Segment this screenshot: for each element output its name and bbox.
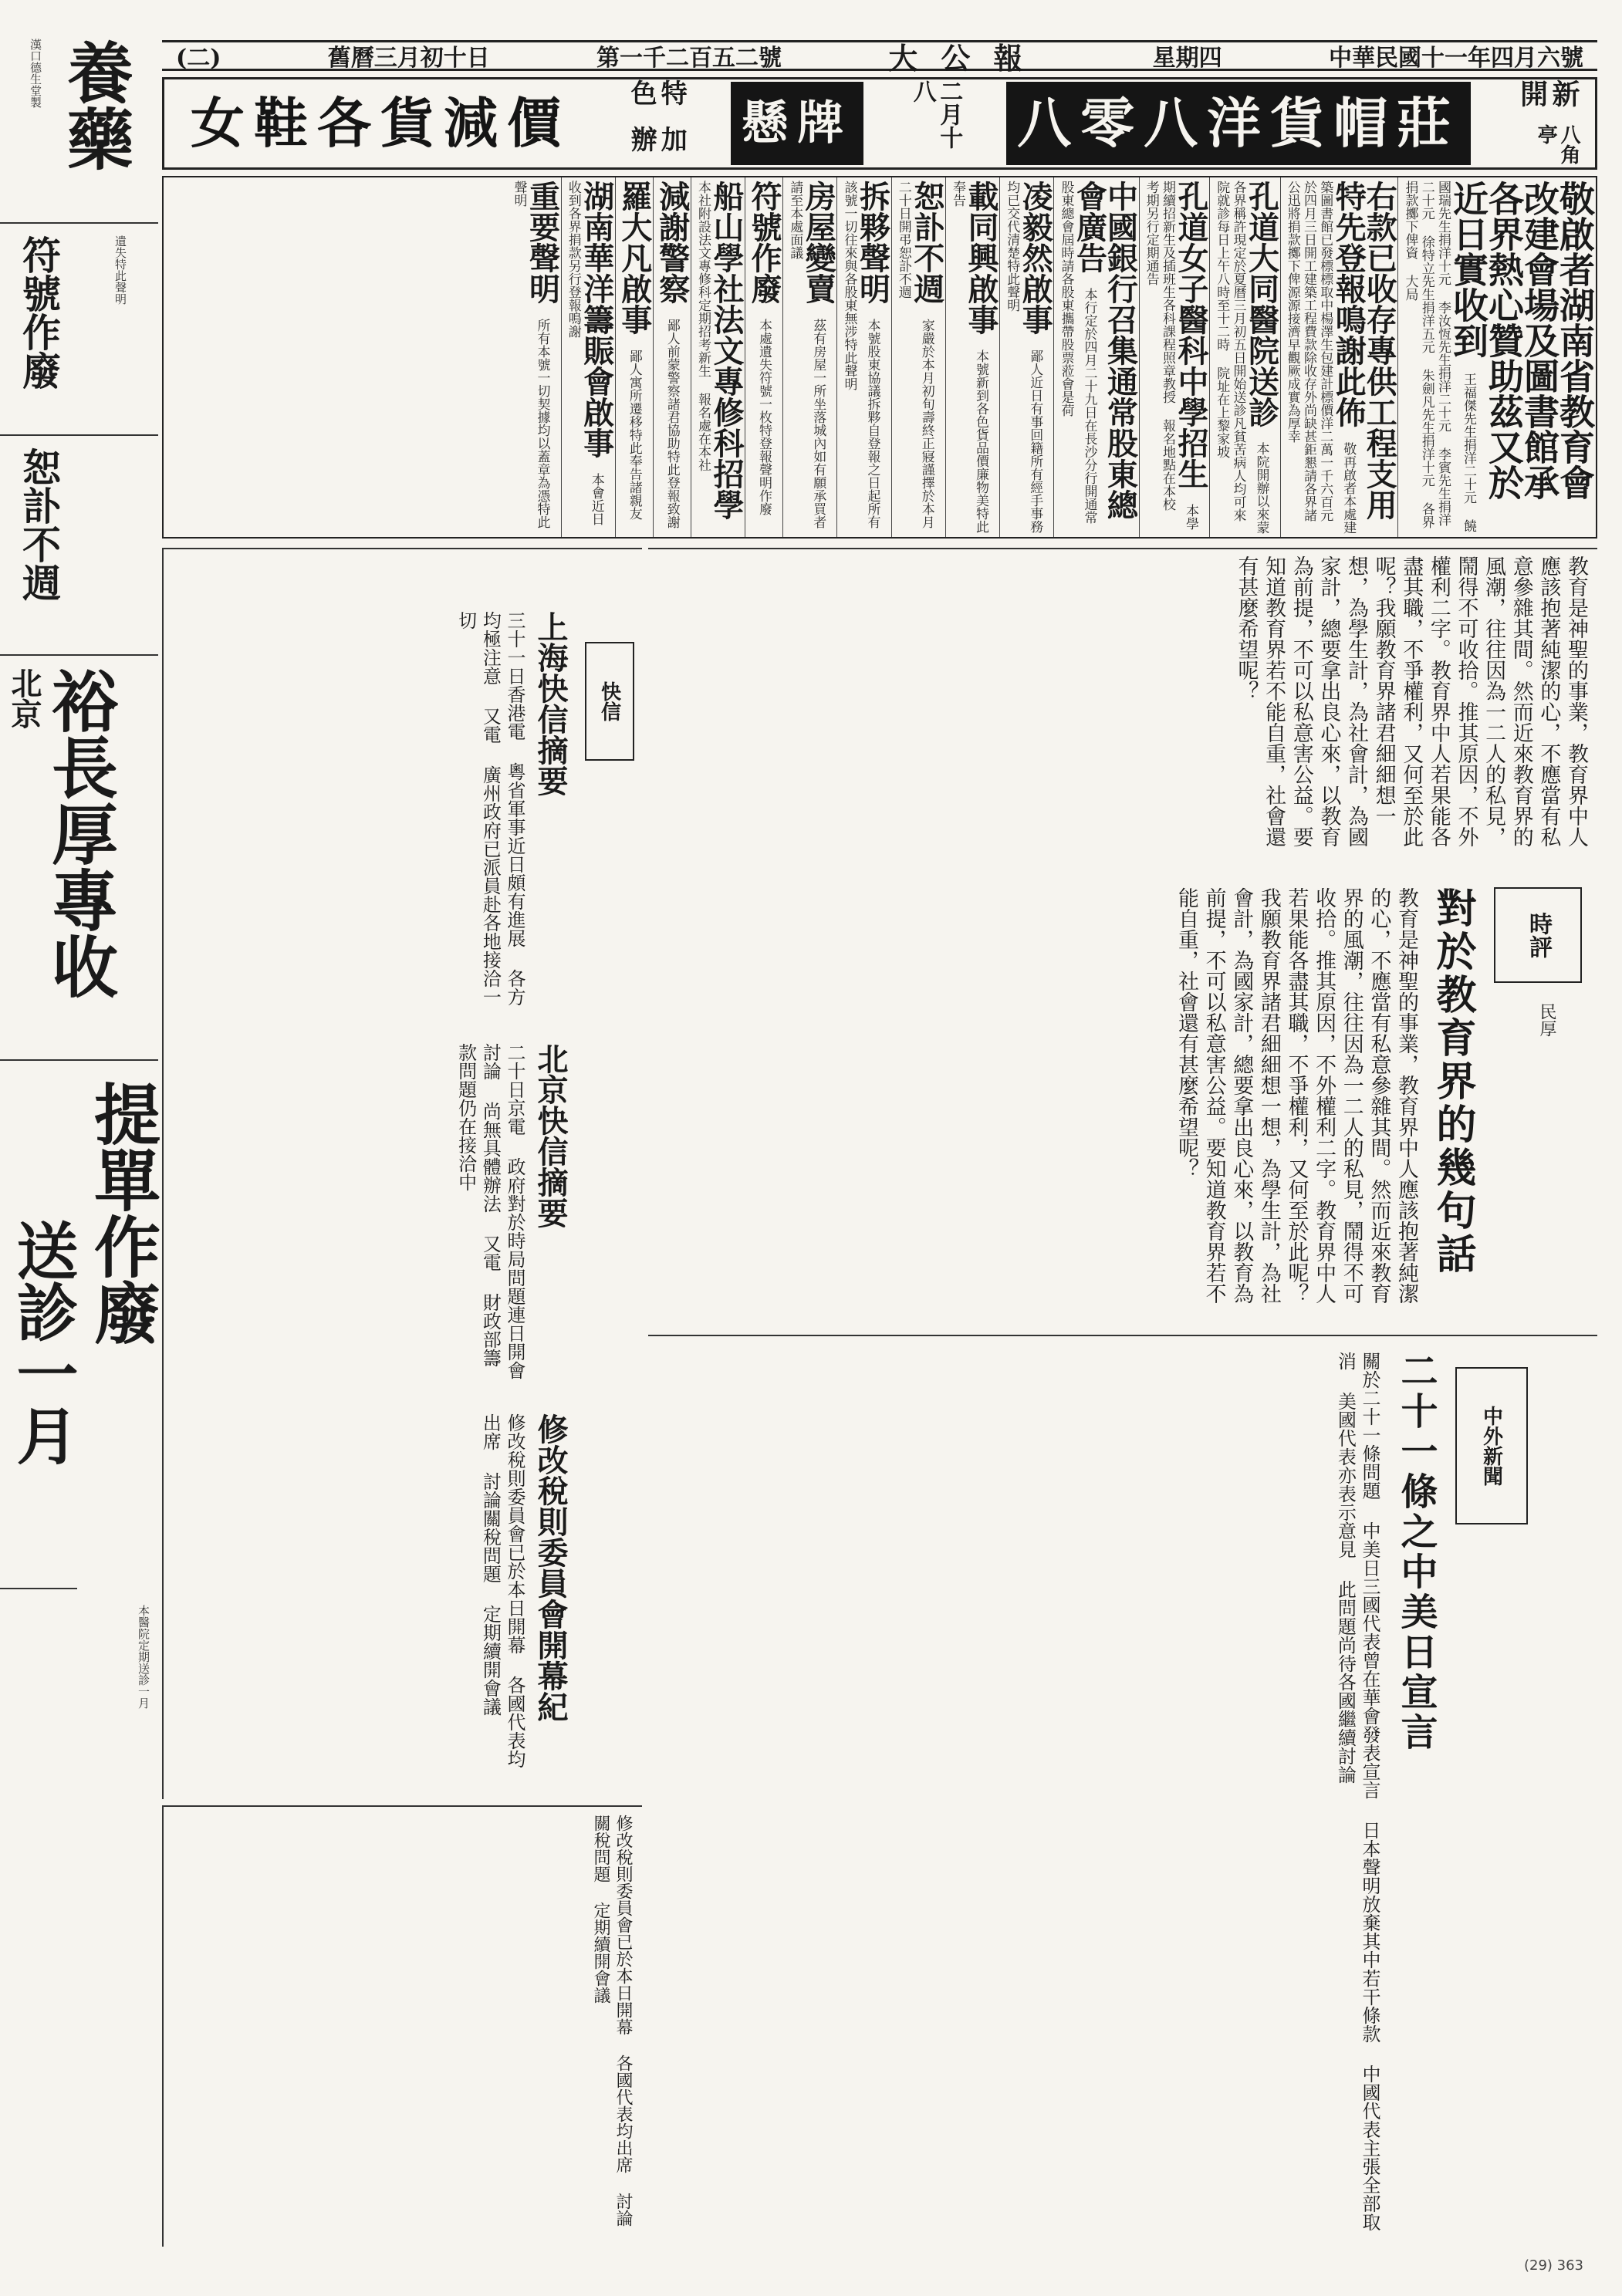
world-news-tag: 中外新聞 bbox=[1455, 1367, 1528, 1524]
editorial-continuation: 教育是神聖的事業，教育界中人應該抱著純潔的心，不應當有私意參雜其間。然而近來教育界的風潮，往往因為一二人的私見，鬧得不可收拾。推其原因，不外權利二字。教育界中人若果能各盡其職，不爭權利，又何至於此呢？我願教育界諸君細細想一想，為學生計，為社會計，為國家計，總要拿出良心來，以教育為前提，不可以私意害公益。要知道教育界若不能自重，社會還有甚麼希望呢？ bbox=[1234, 555, 1588, 847]
notice-item: 孔道女子醫科中學招生 本學期續招新生及插班生各科課程照章教授 報名地點在本校 考期另行定期通告 bbox=[1139, 177, 1210, 537]
ad-tag: 懸牌 bbox=[731, 82, 863, 165]
news-headline-shanghai: 上海快信摘要 bbox=[532, 611, 569, 796]
ad-slogan: 女鞋各貨減價 bbox=[191, 91, 570, 155]
notice-item: 恕訃不週 家嚴於本月初旬壽終正寢謹擇於本月二十日開弔恕訃不週 bbox=[891, 177, 945, 537]
editorial-title: 對於教育界的幾句話 bbox=[1429, 887, 1476, 1276]
notice-item: 載同興啟事 本號新到各色貨品價廉物美特此奉告 bbox=[945, 177, 999, 537]
editorial-upper bbox=[648, 548, 1597, 873]
editorial-section bbox=[648, 880, 1597, 1327]
world-news bbox=[648, 1335, 1597, 2247]
ad-badge-void: 符號作廢 遺失特此聲明 bbox=[0, 228, 158, 436]
paper-name: 大公報 bbox=[888, 40, 1046, 76]
news-headline-tariff: 修改稅則委員會開幕紀 bbox=[532, 1413, 569, 1722]
issue-number: 第一千二百五二號 bbox=[596, 45, 782, 72]
notice-item: 船山學社法文專修科招學 本社附設法文專修科定期招考新生 報名處在本社 bbox=[691, 177, 745, 537]
ad-clinic: 送診一月 bbox=[0, 1204, 77, 1589]
news-column bbox=[162, 548, 642, 1799]
notice-item: 羅大凡啟事 鄙人寓所遷移特此奉告諸親友 bbox=[615, 177, 653, 537]
ad-funeral: 恕訃不週 bbox=[0, 440, 158, 656]
notice-item: 湖南華洋籌賑會啟事 本會近日收到各界捐款另行登報鳴謝 bbox=[561, 177, 615, 537]
masthead-bar bbox=[162, 40, 1597, 76]
ad-clinic-text: 本醫院定期送診一月 bbox=[137, 1605, 150, 1709]
news-lower bbox=[162, 1805, 642, 2247]
ad-yuchanghou: 北京 裕長厚專收 bbox=[0, 660, 158, 1061]
editorial-author: 民厚 bbox=[1537, 1003, 1556, 1037]
weekday: 星期四 bbox=[1152, 45, 1222, 72]
notice-item: 孔道大同醫院送診 本院開辦以來蒙各界稱許現定於夏曆三月初五日開始送診凡貧苦病人均可來院就診每日上午八時至十二時 院址在上黎家坡 bbox=[1209, 177, 1280, 537]
news-lower-body: 修改稅則委員會已於本日開幕 各國代表均出席 討論關稅問題 定期續開會議 bbox=[590, 1815, 633, 2227]
news-body-shanghai: 三十一日香港電 粵省軍事近日頗有進展 各方均極注意 又電 廣州政府已派員赴各地接洽一切 bbox=[454, 611, 525, 1006]
date-line: 中華民國十一年四月六號 bbox=[1328, 45, 1583, 72]
notice-item: 房屋變賣 茲有房屋一所坐落城內如有願承買者請至本處面議 bbox=[782, 177, 836, 537]
page-footer: (29) 363 bbox=[1523, 2257, 1583, 2274]
ad-date-note: 二月十八 bbox=[908, 79, 963, 149]
notice-item: 中國銀行召集通常股東總會廣告 本行定於四月二十九日在長沙分行開通常股東總會屆時請各股東攜帶股票蒞會是荷 bbox=[1053, 177, 1138, 537]
world-news-body: 關於二十一條問題 中美日三國代表曾在華會發表宣言 日本聲明放棄其中若干條款 中國代表主張全部取消 美國代表亦表示意見 此問題尚待各國繼續討論 bbox=[1334, 1352, 1380, 2231]
notice-item: 右款已收存專供工程支用特先登報鳴謝此佈 敬再啟者本處建築圖書館已發標標取中楊澤生包建計標價洋二萬一千六百元於四月三日開工建築工程費款除收存外尚缺甚鉅懇請各界諸公迅將捐款擲下俾源源接濟早觀厥成實為厚幸 bbox=[1280, 177, 1398, 537]
notice-item: 重要聲明 所有本號一切契據均以蓋章為憑特此聲明 bbox=[511, 181, 561, 528]
news-body-tariff: 修改稅則委員會已於本日開幕 各國代表均出席 討論關稅問題 定期續開會議 bbox=[479, 1413, 525, 1768]
page-number: (二) bbox=[176, 45, 221, 72]
lunar-date: 舊曆三月初十日 bbox=[327, 45, 490, 72]
news-tag: 快信 bbox=[585, 642, 634, 761]
notice-item: 凌毅然啟事 鄙人近日有事回籍所有經手事務均已交代清楚特此聲明 bbox=[999, 177, 1053, 537]
ad-shop-name: 八零八洋貨帽莊 bbox=[1006, 82, 1471, 165]
news-body-beijing: 二十日京電 政府對於時局問題連日開會討論 尚無具體辦法 又電 財政部籌款問題仍在接洽中 bbox=[454, 1043, 525, 1379]
ad-location: 八角亭 新開 bbox=[1516, 79, 1580, 164]
ad-special: 加辦 特色 bbox=[626, 79, 688, 152]
notice-item: 減謝警察 鄙人前蒙警察諸君協助特此登報致謝 bbox=[653, 177, 691, 537]
notices-block bbox=[162, 176, 1597, 539]
left-ad-strip bbox=[0, 31, 161, 2268]
ad-medicine: 養藥 漢口德生堂製 bbox=[0, 31, 158, 224]
editorial-tag: 時評 bbox=[1494, 887, 1582, 983]
editorial-body: 教育是神聖的事業，教育界中人應該抱著純潔的心，不應當有私意參雜其間。然而近來教育界的風潮，往往因為一二人的私見，鬧得不可收拾。推其原因，不外權利二字。教育界中人若果能各盡其職，不爭權利，又何至於此呢？我願教育界諸君細細想一想，為學生計，為社會計，為國家計，總要拿出良心來，以教育為前提，不可以私意害公益。要知道教育界若不能自重，社會還有甚麼希望呢？ bbox=[1174, 887, 1418, 1304]
notice-item: 符號作廢 本處遺失符號一枚特登報聲明作廢 bbox=[745, 177, 782, 537]
news-headline-beijing: 北京快信摘要 bbox=[532, 1043, 569, 1228]
top-advertisement bbox=[162, 77, 1597, 170]
notice-item: 敬啟者湖南省教育會改建會場及圖書館承各界熱心贊助茲又於近日實收到 王福傑先生捐洋二十元 饒國瑞先生捐洋十元 李汝恆先生捐洋二十元 李賓先生捐洋二十元 徐特立先生捐洋五元 朱劍凡先生捐洋十元 各界捐款擲下俾資 大局 bbox=[1397, 177, 1596, 537]
ad-bill-void: 提單作廢 bbox=[83, 1080, 161, 1346]
notice-item: 拆夥聲明 本號股東協議拆夥自登報之日起所有該號一切往來與各股東無涉特此聲明 bbox=[836, 177, 890, 537]
world-news-headline: 二十一條之中美日宣言 bbox=[1394, 1352, 1438, 1753]
